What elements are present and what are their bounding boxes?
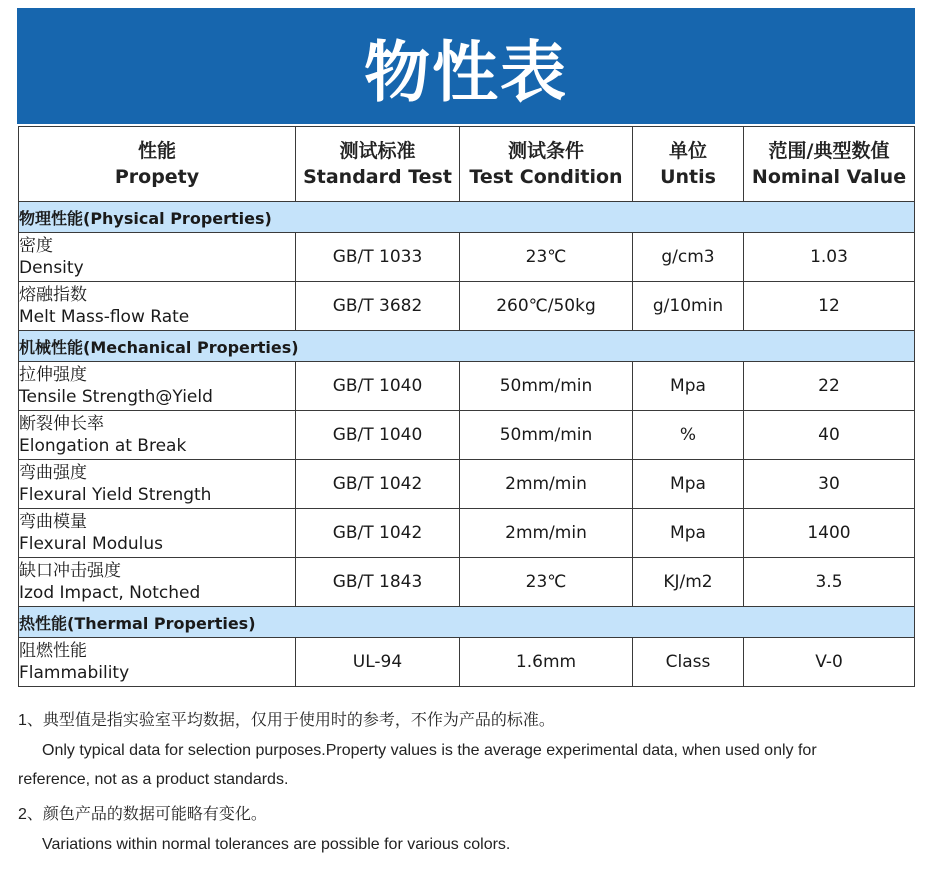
table-row (19, 460, 915, 509)
condition-cell: 50mm/min (460, 362, 633, 411)
standard-cell: UL-94 (296, 638, 460, 687)
note-1-en-line2: reference, not as a product standards. (18, 771, 289, 788)
header-property: 性能 Propety (19, 127, 296, 202)
unit-cell: Mpa (633, 362, 744, 411)
note-1-en-line1: Only typical data for selection purposes.Property values is the average experimental data, when used only for (42, 742, 817, 759)
condition-cell: 1.6mm (460, 638, 633, 687)
table-row (19, 509, 915, 558)
table-row (19, 638, 915, 687)
page-title: 物性表 (364, 33, 568, 111)
section-physical: 物理性能(Physical Properties) (19, 202, 915, 233)
unit-cell: g/10min (633, 282, 744, 331)
unit-cell: Class (633, 638, 744, 687)
value-cell: 12 (744, 282, 915, 331)
table-row (19, 282, 915, 331)
standard-cell: GB/T 1040 (296, 362, 460, 411)
unit-cell: % (633, 411, 744, 460)
standard-cell: GB/T 1042 (296, 509, 460, 558)
property-name: 缺口冲击强度 Izod Impact, Notched (19, 558, 296, 607)
property-name: 拉伸强度 Tensile Strength@Yield (19, 362, 296, 411)
note-2-zh: 2、颜色产品的数据可能略有变化。 (18, 806, 267, 823)
table-header-row (19, 127, 915, 202)
section-thermal: 热性能(Thermal Properties) (19, 607, 915, 638)
header-condition: 测试条件 Test Condition (460, 127, 633, 202)
value-cell: 40 (744, 411, 915, 460)
table-row (19, 558, 915, 607)
unit-cell: Mpa (633, 509, 744, 558)
note-2-en: Variations within normal tolerances are possible for various colors. (42, 836, 511, 853)
value-cell: 3.5 (744, 558, 915, 607)
section-mechanical: 机械性能(Mechanical Properties) (19, 331, 915, 362)
header-unit: 单位 Untis (633, 127, 744, 202)
header-standard: 测试标准 Standard Test (296, 127, 460, 202)
condition-cell: 23℃ (460, 558, 633, 607)
standard-cell: GB/T 1042 (296, 460, 460, 509)
value-cell: 1400 (744, 509, 915, 558)
unit-cell: KJ/m2 (633, 558, 744, 607)
title-banner (17, 8, 915, 124)
property-name: 密度 Density (19, 233, 296, 282)
value-cell: 30 (744, 460, 915, 509)
table-row (19, 362, 915, 411)
property-name: 弯曲强度 Flexural Yield Strength (19, 460, 296, 509)
condition-cell: 260℃/50kg (460, 282, 633, 331)
unit-cell: g/cm3 (633, 233, 744, 282)
note-1-zh: 1、典型值是指实验室平均数据，仅用于使用时的参考，不作为产品的标准。 (18, 712, 555, 729)
value-cell: 22 (744, 362, 915, 411)
property-table (18, 126, 915, 687)
unit-cell: Mpa (633, 460, 744, 509)
standard-cell: GB/T 1040 (296, 411, 460, 460)
condition-cell: 50mm/min (460, 411, 633, 460)
value-cell: 1.03 (744, 233, 915, 282)
property-name: 阻燃性能 Flammability (19, 638, 296, 687)
footnotes (18, 710, 918, 859)
property-name: 弯曲模量 Flexural Modulus (19, 509, 296, 558)
standard-cell: GB/T 1033 (296, 233, 460, 282)
table-row (19, 411, 915, 460)
property-name: 断裂伸长率 Elongation at Break (19, 411, 296, 460)
value-cell: V-0 (744, 638, 915, 687)
table-row (19, 233, 915, 282)
condition-cell: 2mm/min (460, 460, 633, 509)
property-name: 熔融指数 Melt Mass-flow Rate (19, 282, 296, 331)
condition-cell: 2mm/min (460, 509, 633, 558)
condition-cell: 23℃ (460, 233, 633, 282)
header-value: 范围/典型数值 Nominal Value (744, 127, 915, 202)
standard-cell: GB/T 1843 (296, 558, 460, 607)
standard-cell: GB/T 3682 (296, 282, 460, 331)
